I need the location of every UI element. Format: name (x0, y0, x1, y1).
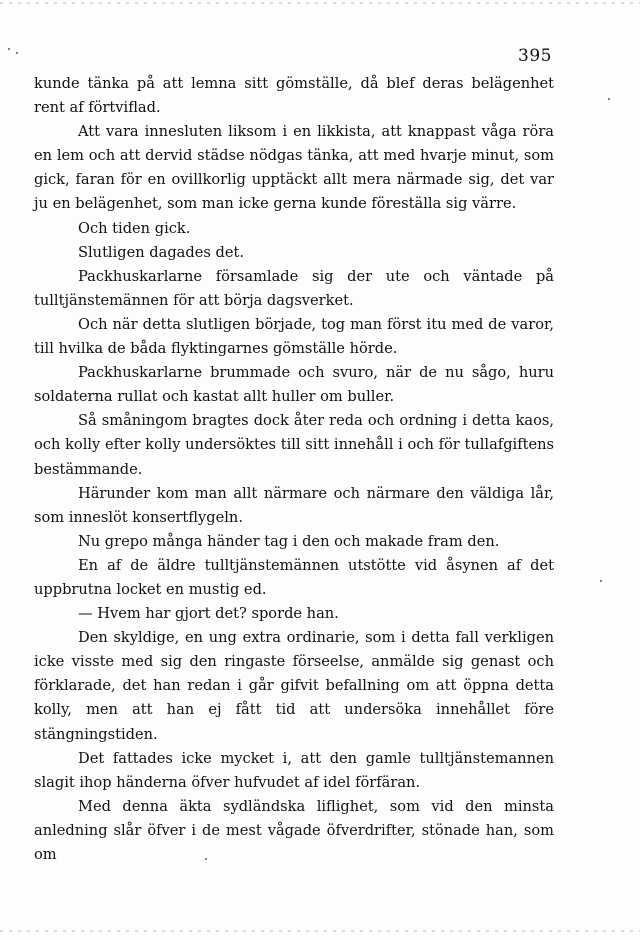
paragraph: Så småningom bragtes dock åter reda och ordning i detta kaos, och kolly efter kolly undersöktes till sitt innehåll i och för tullafgiftens bestämmande. (34, 412, 554, 478)
scan-speck (8, 48, 10, 50)
paragraph: Med denna äkta sydländska liflighet, som vid den minsta anledning slår öfver i de mest vågade öfverdrifter, stönade han, som om (34, 797, 554, 863)
paragraph: Packhuskarlarne brummade och svuro, när de nu sågo, huru soldaterna rullat och kastat allt huller om buller. (34, 364, 554, 406)
body-text (34, 72, 554, 867)
paragraph: Den skyldige, en ung extra ordinarie, som i detta fall verkligen icke visste med sig den ringaste förseelse, anmälde sig genast och förklarade, det han redan i går gifvit befallning om att öppna detta kolly, men att han ej fått tid att undersöka innehållet före stängningstiden. (34, 629, 554, 743)
page-number: 395 (518, 46, 552, 66)
paragraph: En af de äldre tulltjänstemännen utstötte vid åsynen af det uppbrutna locket en mustig ed. (34, 556, 554, 598)
paragraph: Och tiden gick. (78, 219, 191, 237)
scan-speck (600, 580, 602, 582)
paragraph: Och när detta slutligen började, tog man först itu med de varor, till hvilka de båda flyktingarnes gömställe hörde. (34, 315, 554, 358)
paragraph: Packhuskarlarne församlade sig der ute och väntade på tulltjänstemännen för att börja dagsverket. (34, 267, 554, 309)
scan-edge (0, 930, 640, 932)
paragraph: kunde tänka på att lemna sitt gömställe, då blef deras belägenhet rent af förtviflad. (34, 75, 554, 117)
scan-speck (16, 52, 18, 54)
paragraph: Det fattades icke mycket i, att den gamle tulltjänstemannen slagit ihop händerna öfver hufvudet af idel förfäran. (34, 749, 554, 791)
paragraph: Härunder kom man allt närmare och närmare den väldiga lår, som inneslöt konsertflygeln. (34, 484, 554, 526)
paragraph: Nu grepo många händer tag i den och makade fram den. (78, 532, 500, 550)
scan-speck (205, 858, 207, 860)
paragraph: Slutligen dagades det. (78, 243, 244, 261)
scan-edge (0, 2, 640, 4)
paragraph: Att vara inneslutеn liksom i en likkista, att knappast våga röra en lem och att dervid städse nödgas tänka, att med hvarje minut, som gick, faran för en ovillkorlig upptäckt allt mera närmade sig, det var ju en belägenhet, som man icke gerna kunde föreställa sig värre. (34, 123, 554, 213)
scan-speck (608, 98, 610, 100)
paragraph: — Hvem har gjort det? sporde han. (78, 605, 339, 623)
